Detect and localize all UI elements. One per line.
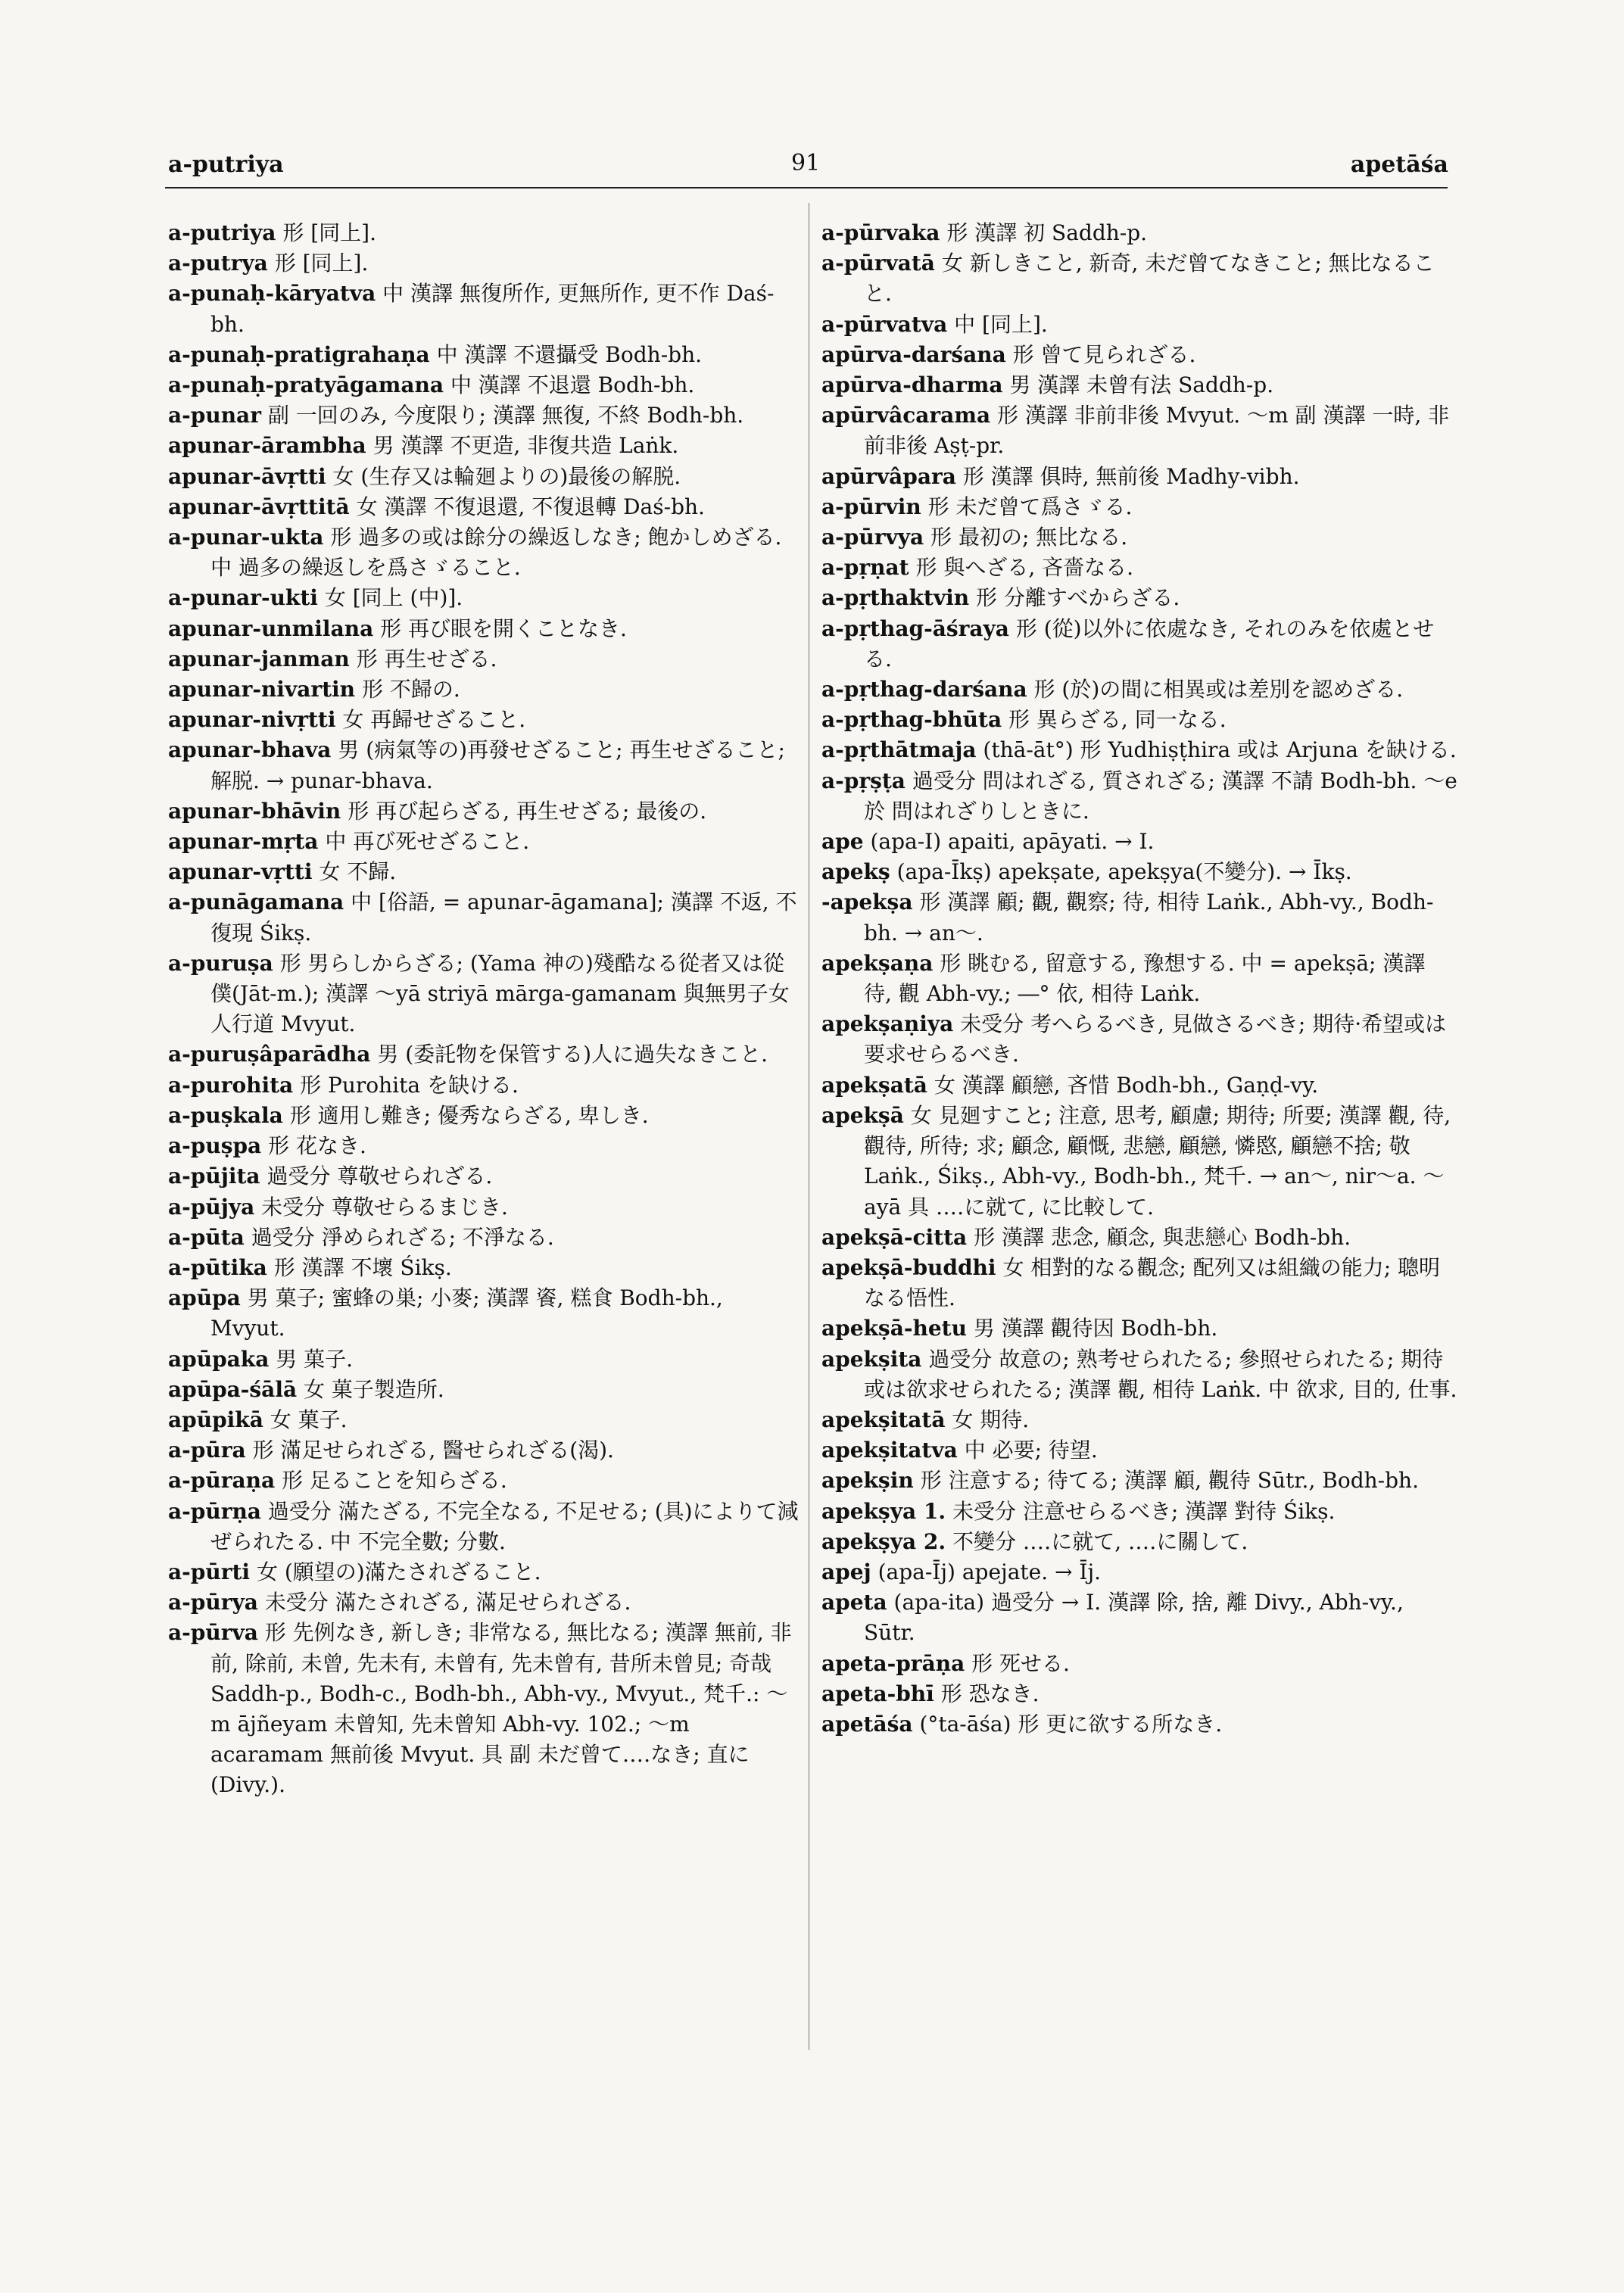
entry-headword: apunar-bhava [168, 737, 332, 763]
dictionary-entry [821, 1527, 1457, 1557]
dictionary-entry [821, 400, 1457, 461]
running-head-left: a-putriya [168, 151, 284, 178]
dictionary-entry [821, 1253, 1457, 1313]
entry-headword: a-pūta [168, 1224, 245, 1250]
entry-definition: 中 必要; 待望. [964, 1438, 1098, 1463]
entry-headword: a-pṛṣṭa [821, 768, 906, 793]
dictionary-entry [821, 1101, 1457, 1223]
entry-headword: a-pūtika [168, 1254, 267, 1280]
dictionary-entry [821, 583, 1457, 613]
dictionary-entry [168, 1375, 804, 1405]
entry-definition: 形 異らざる, 同一なる. [1008, 707, 1227, 733]
dictionary-entry [821, 248, 1457, 309]
entry-definition: 男 菓子; 蜜蜂の巣; 小麥; 漢譯 餈, 糕食 Bodh-bh., Mvyut. [210, 1285, 723, 1341]
entry-headword: apekṣā-citta [821, 1224, 968, 1250]
dictionary-entry [821, 675, 1457, 705]
dictionary-entry [168, 827, 804, 857]
entry-headword: apekṣā-buddhi [821, 1254, 996, 1280]
entry-headword: a-punaḥ-pratigrahaṇa [168, 341, 430, 367]
header-rule [165, 187, 1448, 188]
dictionary-entry [168, 735, 804, 796]
dictionary-entry [168, 1039, 804, 1070]
entry-headword: a-pṛthag-darśana [821, 677, 1027, 703]
dictionary-entry [821, 553, 1457, 583]
entry-definition: 形 Purohita を缺ける. [300, 1072, 519, 1098]
entry-definition: 形 漢譯 非前非後 Mvyut. 〜m 副 漢譯 一時, 非前非後 Aṣṭ-pr. [864, 403, 1450, 459]
entry-definition: 形 適用し難き; 優秀ならざる, 卑しき. [289, 1102, 649, 1128]
entry-definition: 形 再び眼を開くことなき. [380, 615, 627, 641]
entry-headword: a-purohita [168, 1072, 294, 1098]
entry-headword: apūrva-darśana [821, 341, 1006, 367]
entry-definition: 過受分 淨められざる; 不淨なる. [251, 1224, 554, 1250]
entry-headword: a-punar-ukta [168, 525, 324, 550]
entry-headword: a-pūrti [168, 1559, 251, 1584]
entry-definition: 未受分 滿たされざる, 滿足せられざる. [264, 1590, 631, 1615]
entry-definition: 形 再び起らざる, 再生せざる; 最後の. [348, 798, 707, 824]
dictionary-entry [821, 370, 1457, 400]
entry-definition: 形 先例なき, 新しき; 非常なる, 無比なる; 漢譯 無前, 非前, 除前, 未曾, 先未有, 未曾有, 先未曾有, 昔所未曾見; 奇哉 Saddh-p., Bodh-c., Bodh-bh., Abh-vy., Mvyut., 梵千.: 〜m ājñeyam 未曾知, 先未曾知 Abh-vy. 102.; 〜m acaramam 無前後 Mvyut. 具 副 未だ曾て‥‥なき; 直に (Divy.). [210, 1620, 792, 1798]
dictionary-entry [168, 1223, 804, 1253]
entry-headword: apekṣita [821, 1346, 922, 1372]
entry-headword: apūrvâcarama [821, 403, 991, 428]
entry-headword: apunar-bhāvin [168, 798, 341, 824]
dictionary-entry [168, 675, 804, 705]
entry-definition: 過受分 故意の; 熟考せられたる; 參照せられたる; 期待或は欲求せられたる; 漢譯 觀, 相待 Laṅk. 中 欲求, 目的, 仕事. [864, 1346, 1457, 1402]
entry-headword: apūpa [168, 1285, 241, 1311]
dictionary-entry [168, 431, 804, 461]
entry-headword: a-pūrvatva [821, 311, 948, 337]
entry-definition: 形 注意する; 待てる; 漢譯 顧, 觀待 Sūtr., Bodh-bh. [920, 1468, 1419, 1494]
entry-headword: a-pṛthātmaja [821, 737, 977, 763]
entry-headword: apunar-vṛtti [168, 859, 313, 885]
dictionary-entry [168, 1557, 804, 1587]
entry-definition: 女 相對的なる觀念; 配列又は組織の能力; 聰明なる悟性. [864, 1254, 1441, 1311]
entry-headword: apetāśa [821, 1711, 913, 1737]
entry-definition: 過受分 尊敬せられざる. [267, 1164, 493, 1189]
entry-definition: (°ta-āśa) 形 更に欲する所なき. [919, 1711, 1223, 1737]
dictionary-entry [168, 857, 804, 887]
entry-headword: -apekṣa [821, 889, 913, 915]
entry-definition: 女 漢譯 顧戀, 吝惜 Bodh-bh., Gaṇḍ-vy. [934, 1072, 1319, 1098]
entry-definition: 形 滿足せられざる, 醫せられざる(渴). [252, 1438, 614, 1463]
entry-headword: apunar-janman [168, 646, 350, 671]
entry-headword: apunar-āvṛtti [168, 463, 326, 489]
dictionary-entry [168, 1466, 804, 1496]
dictionary-entry [821, 614, 1457, 675]
entry-definition: 中 漢譯 無復所作, 更無所作, 更不作 Daś-bh. [210, 281, 775, 337]
entry-headword: apunar-mṛta [168, 829, 319, 855]
entry-definition: 過受分 問はれざる, 質されざる; 漢譯 不請 Bodh-bh. 〜e 於 問はれざりしときに. [864, 768, 1457, 824]
entry-headword: a-pṛthag-āśraya [821, 615, 1009, 641]
entry-definition: (apa-Īj) apejate. → Īj. [877, 1559, 1102, 1584]
dictionary-entry [821, 1709, 1457, 1740]
entry-definition: (thā-āt°) 形 Yudhiṣṭhira 或は Arjuna を缺ける. [983, 737, 1457, 763]
dictionary-entry [168, 279, 804, 339]
entry-headword: a-putrya [168, 251, 268, 276]
entry-headword: a-punaḥ-pratyāgamana [168, 372, 444, 398]
entry-definition: 女 期待. [952, 1407, 1030, 1432]
entry-definition: 形 與へざる, 吝嗇なる. [915, 555, 1134, 581]
entry-headword: a-pūrva [168, 1620, 258, 1646]
dictionary-entry [821, 1009, 1457, 1070]
entry-definition: 副 一回のみ, 今度限り; 漢譯 無復, 不終 Bodh-bh. [267, 403, 744, 428]
dictionary-entry [168, 1497, 804, 1557]
dictionary-entry [821, 1679, 1457, 1709]
dictionary-entry [821, 1557, 1457, 1587]
dictionary-entry [168, 614, 804, 644]
entry-definition: 男 漢譯 觀待因 Bodh-bh. [973, 1316, 1218, 1341]
entry-definition: 形 男らしからざる; (Yama 神の)殘酷なる從者又は從僕(Jāt-m.); 漢譯 〜yā striyā mārga-gamanam 與無男子女人行道 Mvyut. [210, 950, 790, 1037]
entry-definition: 形 漢譯 顧; 觀, 觀察; 待, 相待 Laṅk., Abh-vy., Bodh-bh. → an〜. [864, 889, 1434, 946]
dictionary-entry [168, 1587, 804, 1618]
entry-headword: a-pūrṇa [168, 1498, 261, 1524]
dictionary-entry [168, 522, 804, 583]
dictionary-entry [168, 370, 804, 400]
entry-headword: a-pūrya [168, 1590, 258, 1615]
dictionary-entry [821, 705, 1457, 735]
entry-definition: 形 分離すべからざる. [976, 585, 1180, 611]
entry-headword: apekṣitatā [821, 1407, 946, 1432]
entry-definition: 形 未だ曾て爲さゞる. [927, 494, 1133, 519]
entry-headword: apekṣā [821, 1102, 904, 1128]
dictionary-entry [821, 1313, 1457, 1344]
entry-definition: 形 (從)以外に依處なき, それのみを依處とせる. [864, 615, 1435, 671]
dictionary-entry [821, 1344, 1457, 1405]
dictionary-entry [821, 492, 1457, 522]
entry-headword: a-puruṣâparādha [168, 1042, 371, 1067]
entry-headword: apekṣā-hetu [821, 1316, 967, 1341]
entry-definition: (apa-Īkṣ) apekṣate, apekṣya(不變分). → Īkṣ. [896, 859, 1352, 885]
entry-definition: 形 再生せざる. [356, 646, 497, 671]
entry-definition: 形 最初の; 無比なる. [930, 525, 1128, 550]
entry-definition: 女 新しきこと, 新奇, 未だ曾てなきこと; 無比なること. [864, 251, 1435, 307]
entry-headword: apeta [821, 1590, 887, 1615]
entry-definition: 男 漢譯 未曾有法 Saddh-p. [1009, 372, 1274, 398]
dictionary-entry [821, 1497, 1457, 1527]
entry-definition: 形 曾て見られざる. [1012, 341, 1196, 367]
dictionary-entry [821, 1649, 1457, 1679]
entry-headword: a-puruṣa [168, 950, 273, 976]
dictionary-entry [821, 522, 1457, 553]
entry-definition: 男 (病氣等の)再發せざること; 再生せざること; 解脱. → punar-bhava. [210, 737, 785, 793]
dictionary-entry [168, 1283, 804, 1344]
dictionary-entry [821, 857, 1457, 887]
entry-headword: apekṣ [821, 859, 890, 885]
entry-definition: 女 漢譯 不復退還, 不復退轉 Daś-bh. [356, 494, 705, 519]
right-column [821, 218, 1457, 1740]
dictionary-entry [821, 340, 1457, 370]
entry-definition: 未受分 尊敬せらるまじき. [261, 1194, 508, 1220]
dictionary-entry [168, 462, 804, 492]
entry-headword: apunar-āvṛttitā [168, 494, 350, 519]
entry-headword: a-punāgamana [168, 889, 344, 915]
dictionary-entry [821, 1435, 1457, 1466]
entry-headword: apekṣaṇiya [821, 1011, 954, 1037]
entry-headword: a-pūjya [168, 1194, 255, 1220]
entry-headword: apeta-bhī [821, 1681, 934, 1706]
dictionary-entry [168, 1344, 804, 1375]
entry-headword: a-pūrvya [821, 525, 924, 550]
dictionary-entry [168, 583, 804, 613]
entry-definition: 男 (委託物を保管する)人に過失なきこと. [377, 1042, 768, 1067]
entry-definition: 形 不歸の. [361, 677, 460, 703]
entry-definition: 中 漢譯 不還攝受 Bodh-bh. [436, 341, 703, 367]
dictionary-entry [168, 248, 804, 279]
entry-definition: 形 漢譯 初 Saddh-p. [946, 220, 1148, 245]
entry-definition: 形 死せる. [971, 1650, 1070, 1676]
dictionary-entry [821, 949, 1457, 1009]
dictionary-entry [168, 218, 804, 248]
entry-definition: 形 過多の或は餘分の繰返しなき; 飽かしめざる. 中 過多の繰返しを爲さゞること. [210, 525, 782, 581]
entry-headword: apekṣaṇa [821, 950, 934, 976]
dictionary-entry [168, 1070, 804, 1101]
entry-headword: a-putriya [168, 220, 276, 245]
entry-definition: 男 漢譯 不更造, 非復共造 Laṅk. [372, 433, 679, 459]
entry-headword: a-pūra [168, 1438, 246, 1463]
dictionary-entry [168, 1131, 804, 1161]
entry-definition: 形 漢譯 俱時, 無前後 Madhy-vibh. [962, 463, 1300, 489]
dictionary-entry [168, 796, 804, 827]
dictionary-entry [168, 1618, 804, 1800]
entry-headword: a-pūraṇa [168, 1468, 276, 1494]
entry-definition: 形 [同上]. [282, 220, 376, 245]
dictionary-entry [168, 492, 804, 522]
entry-headword: a-punar [168, 403, 261, 428]
entry-headword: apekṣatā [821, 1072, 927, 1098]
entry-headword: apeta-prāṇa [821, 1650, 965, 1676]
entry-definition: 形 (於)の間に相異或は差別を認めざる. [1033, 677, 1404, 703]
entry-headword: apūpikā [168, 1407, 263, 1432]
page-number: 91 [791, 150, 821, 176]
entry-definition: 女 菓子. [270, 1407, 348, 1432]
entry-definition: 男 菓子. [276, 1346, 354, 1372]
dictionary-entry [821, 766, 1457, 827]
dictionary-entry [168, 340, 804, 370]
entry-definition: 中 漢譯 不退還 Bodh-bh. [450, 372, 695, 398]
entry-headword: ape [821, 829, 864, 855]
dictionary-entry [168, 400, 804, 431]
entry-definition: 形 眺むる, 留意する, 豫想する. 中 = apekṣā; 漢譯 待, 觀 Abh-vy.; ―° 依, 相待 Laṅk. [864, 950, 1426, 1007]
entry-headword: a-pṛthaktvin [821, 585, 970, 611]
entry-headword: a-puṣkala [168, 1102, 283, 1128]
entry-definition: (apa-I) apaiti, apāyati. → I. [870, 829, 1155, 855]
entry-headword: a-pṛthag-bhūta [821, 707, 1002, 733]
dictionary-entry [821, 1466, 1457, 1496]
entry-headword: a-pūjita [168, 1164, 260, 1189]
dictionary-entry [821, 827, 1457, 857]
entry-definition: 中 [同上]. [954, 311, 1048, 337]
entry-headword: apūpa-śālā [168, 1376, 298, 1402]
entry-headword: apūpaka [168, 1346, 270, 1372]
entry-headword: apunar-nivartin [168, 677, 356, 703]
entry-headword: apekṣya 2. [821, 1528, 946, 1554]
entry-definition: (apa-ita) 過受分 → I. 漢譯 除, 捨, 離 Divy., Abh-vy., Sūtr. [864, 1590, 1404, 1646]
entry-definition: 形 恐なき. [940, 1681, 1040, 1706]
dictionary-entry [821, 462, 1457, 492]
entry-definition: 女 (生存又は輪廻よりの)最後の解脱. [332, 463, 681, 489]
entry-definition: 形 足ることを知らざる. [282, 1468, 507, 1494]
dictionary-entry [821, 735, 1457, 765]
dictionary-entry [821, 1070, 1457, 1101]
entry-definition: 形 漢譯 悲念, 顧念, 與悲戀心 Bodh-bh. [974, 1224, 1351, 1250]
entry-definition: 女 再歸せざること. [342, 707, 526, 733]
entry-definition: 女 見廻すこと; 注意, 思考, 顧慮; 期待; 所要; 漢譯 觀, 待, 觀待, 所待; 求; 顧念, 顧慨, 悲戀, 顧戀, 憐愍, 顧戀不捨; 敬 Laṅk., Śikṣ., Abh-vy., Bodh-bh., 梵千. → an〜, nir〜a. 〜ayā 具 ‥‥に就て, に比較して. [864, 1102, 1451, 1220]
entry-headword: apekṣin [821, 1468, 914, 1494]
dictionary-entry [168, 705, 804, 735]
entry-headword: a-pṛṇat [821, 555, 909, 581]
entry-headword: a-punaḥ-kāryatva [168, 281, 376, 307]
dictionary-entry [168, 949, 804, 1040]
entry-definition: 形 [同上]. [274, 251, 369, 276]
dictionary-entry [821, 887, 1457, 948]
entry-headword: apūrvâpara [821, 463, 956, 489]
dictionary-entry [821, 1223, 1457, 1253]
entry-headword: apunar-unmilana [168, 615, 374, 641]
entry-headword: apūrva-dharma [821, 372, 1003, 398]
entry-definition: 形 漢譯 不壞 Śikṣ. [273, 1254, 452, 1280]
entry-headword: a-punar-ukti [168, 585, 318, 611]
entry-headword: apekṣitatva [821, 1438, 958, 1463]
entry-definition: 中 再び死せざること. [325, 829, 530, 855]
dictionary-entry [168, 1161, 804, 1192]
entry-definition: 中 [俗語, = apunar-āgamana]; 漢譯 不返, 不復現 Śikṣ. [210, 889, 797, 946]
dictionary-entry [821, 1405, 1457, 1435]
dictionary-entry [168, 887, 804, 948]
entry-definition: 女 [同上 (中)]. [324, 585, 463, 611]
entry-definition: 女 (願望の)滿たされざること. [256, 1559, 541, 1584]
entry-headword: apekṣya 1. [821, 1498, 946, 1524]
dictionary-entry [168, 1192, 804, 1223]
entry-headword: apunar-ārambha [168, 433, 366, 459]
entry-headword: a-pūrvatā [821, 251, 935, 276]
entry-headword: a-puṣpa [168, 1133, 262, 1159]
entry-definition: 未受分 考へらるべき, 見做さるべき; 期待·希望或は要求せらるべき. [864, 1011, 1447, 1067]
entry-headword: a-pūrvaka [821, 220, 940, 245]
left-column [168, 218, 804, 1801]
running-head-right: apetāśa [1350, 151, 1448, 178]
dictionary-entry [821, 310, 1457, 340]
entry-definition: 未受分 注意せらるべき; 漢譯 對待 Śikṣ. [952, 1498, 1336, 1524]
entry-headword: a-pūrvin [821, 494, 921, 519]
entry-definition: 女 不歸. [319, 859, 397, 885]
entry-headword: apunar-nivṛtti [168, 707, 336, 733]
entry-definition: 不變分 ‥‥に就て, ‥‥に關して. [952, 1528, 1248, 1554]
dictionary-entry [168, 1101, 804, 1131]
dictionary-entry [168, 1435, 804, 1466]
dictionary-entry [168, 644, 804, 675]
dictionary-entry [168, 1405, 804, 1435]
entry-definition: 女 菓子製造所. [304, 1376, 444, 1402]
entry-definition: 過受分 滿たざる, 不完全なる, 不足せる; (具)によりて減ぜられたる. 中 不完全數; 分數. [210, 1498, 799, 1554]
entry-definition: 形 花なき. [268, 1133, 366, 1159]
dictionary-entry [821, 1587, 1457, 1648]
dictionary-entry [168, 1253, 804, 1283]
entry-headword: apej [821, 1559, 871, 1584]
dictionary-entry [821, 218, 1457, 248]
